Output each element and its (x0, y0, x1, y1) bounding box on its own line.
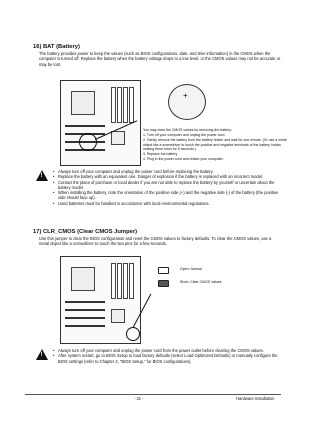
warning-item: • Replace the battery with an equivalent one. Danger of explosion if the battery is replaced with an incorrect model. (52, 174, 284, 179)
cpu-socket (71, 91, 95, 115)
jumper-short-label: Short: Clear CMOS Values (180, 280, 222, 284)
memory-slot (117, 87, 122, 123)
battery-step: 3. Replace the battery. (143, 152, 178, 156)
warning-icon: ! (36, 170, 48, 181)
page-number: - 31 - (134, 396, 144, 401)
motherboard-diagram-battery (60, 80, 141, 166)
battery-step: 4. Plug in the power cord and restart your computer. (143, 157, 224, 161)
memory-slot (111, 87, 116, 123)
battery-callout-circle (79, 133, 97, 151)
footer-rule (25, 394, 281, 395)
clr-cmos-heading: 17) CLR_CMOS (Clear CMOS Jumper) (33, 229, 138, 235)
cpu-socket (71, 267, 95, 291)
expansion-slot (65, 309, 105, 311)
jumper-short-icon (158, 280, 169, 287)
memory-slot (123, 87, 128, 123)
expansion-slot (65, 125, 105, 127)
expansion-slot (65, 325, 105, 327)
chipset (111, 131, 125, 145)
memory-slot (117, 263, 122, 299)
warning-item: • Contact the place of purchase or local dealer if you are not able to replace the battery by yourself or uncertain about the battery model. (52, 180, 284, 191)
memory-slot (129, 263, 134, 299)
warning-item: • Used batteries must be handled in accordance with local environmental regulations. (52, 201, 284, 206)
warning-icon: ! (36, 349, 48, 360)
clr-cmos-intro: Use this jumper to clear the BIOS configuration and reset the CMOS values to factory defaults. To clear the CMOS values, use a metal object like a screwdriver to touch the two pins for a few seconds. (39, 236, 272, 247)
jumper-open-label: Open: Normal (180, 267, 202, 271)
battery-step: 2. Gently remove the battery from the battery holder and wait for one minute. (Or use a metal object like a screwdriver to touch the positive and negative terminals of the battery holder, making them short for 5 seconds.) (143, 138, 287, 152)
jumper-callout-line (133, 294, 152, 328)
warning-item: • After system restart, go to BIOS Setup to load factory defaults (select Load Optimized Defaults) or manually configure the BIOS settings (refer to Chapter 2, "BIOS Setup," for BIOS configurations). (52, 353, 284, 364)
memory-slot (123, 263, 128, 299)
memory-slot (111, 263, 116, 299)
footer-section: Hardware Installation (236, 396, 275, 401)
battery-step: 1. Turn off your computer and unplug the power cord. (143, 133, 226, 137)
jumper-open-icon (158, 267, 169, 274)
battery-steps-title: You may clear the CMOS values by removing the battery: (143, 128, 232, 132)
battery-drawing (168, 84, 206, 120)
warning-item: • When installing the battery, note the orientation of the positive side (+) and the negative side (-) of the battery (the positive side should face up). (52, 190, 284, 201)
chipset (111, 309, 125, 323)
memory-slot (129, 87, 134, 123)
expansion-slot (65, 301, 105, 303)
bat-intro: The battery provides power to keep the values (such as BIOS configurations, date, and time information) in the CMOS when the computer is turned off. Replace the battery when the battery voltage drops to a low level, or the CMOS values may not be accurate or may be lost. (39, 51, 281, 67)
battery-positive-label: + (183, 91, 188, 100)
jumper-callout-circle (126, 327, 140, 341)
motherboard-diagram-clr-cmos (60, 256, 141, 344)
warning-item: • Always turn off your computer and unplug the power cord before replacing the battery. (52, 169, 284, 174)
bat-heading: 16) BAT (Battery) (33, 44, 80, 50)
warning-item: • Always turn off your computer and unplug the power cord from the power outlet before clearing the CMOS values. (52, 348, 284, 353)
clr-cmos-warning-list (52, 348, 284, 364)
expansion-slot (65, 317, 105, 319)
battery-warning-list (52, 169, 284, 206)
